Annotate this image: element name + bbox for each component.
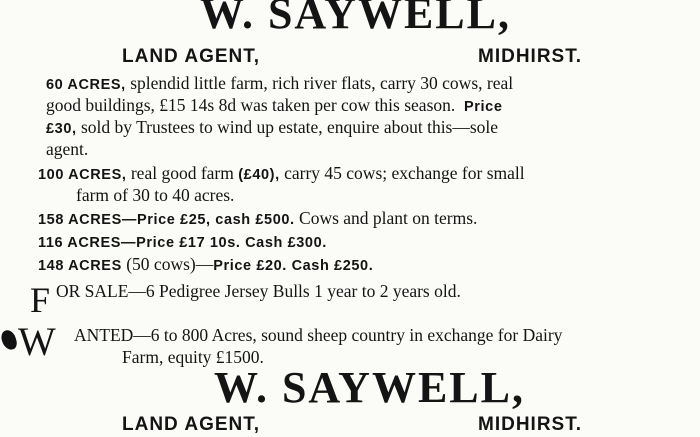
listing-acreage-price: 116 ACRES—Price £17 10s. Cash £300.	[38, 235, 327, 251]
listing-acreage: 100 ACRES,	[38, 167, 127, 183]
for-sale-drop-cap: F	[30, 280, 51, 320]
listing-116-acres	[38, 230, 327, 254]
agent-name-heading-bottom: W. SAYWELL,	[214, 363, 525, 412]
wanted-drop-cap: W	[18, 319, 56, 364]
listing-60-acres-line-4: agent.	[46, 139, 89, 159]
listing-acreage: 148 ACRES	[38, 258, 122, 274]
listing-acreage: 60 ACRES,	[46, 77, 126, 93]
for-sale-text: OR SALE—6 Pedigree Jersey Bulls 1 year to 2 years old.	[56, 281, 461, 301]
wanted-text-line-2: Farm, equity £1500.	[122, 347, 264, 367]
listing-acreage-price: 158 ACRES—Price £25, cash £500.	[38, 212, 295, 228]
agent-title-bottom: LAND AGENT,	[122, 414, 261, 435]
agent-name-heading: W. SAYWELL,	[200, 0, 511, 38]
listing-60-acres-line-2: good buildings, £15 14s 8d was taken per cow this season. Price	[46, 95, 503, 115]
listing-100-acres-line-1: 100 ACRES, real good farm (£40), carry 45 cows; exchange for small	[38, 163, 525, 183]
agent-location: MIDHIRST.	[478, 46, 582, 67]
price-label: Price	[464, 99, 503, 115]
listing-100-acres-line-2: farm of 30 to 40 acres.	[76, 185, 235, 205]
price-value: Price £20. Cash £250.	[213, 258, 374, 274]
price-value: (£40),	[238, 167, 280, 183]
listing-158-acres: 158 ACRES—Price £25, cash £500. Cows and plant on terms.	[38, 208, 478, 228]
wanted-text-line-1: ANTED—6 to 800 Acres, sound sheep country in exchange for Dairy	[74, 325, 563, 345]
listing-60-acres-line-1: 60 ACRES, splendid little farm, rich river flats, carry 30 cows, real	[46, 73, 514, 93]
price-value: £30,	[46, 121, 77, 137]
listing-60-acres-line-3: £30, sold by Trustees to wind up estate, enquire about this—sole	[46, 117, 499, 137]
agent-location-bottom: MIDHIRST.	[478, 414, 582, 435]
agent-title: LAND AGENT,	[122, 46, 261, 67]
ink-blot	[0, 329, 18, 352]
listing-148-acres: 148 ACRES (50 cows)—Price £20. Cash £250.	[38, 254, 374, 274]
